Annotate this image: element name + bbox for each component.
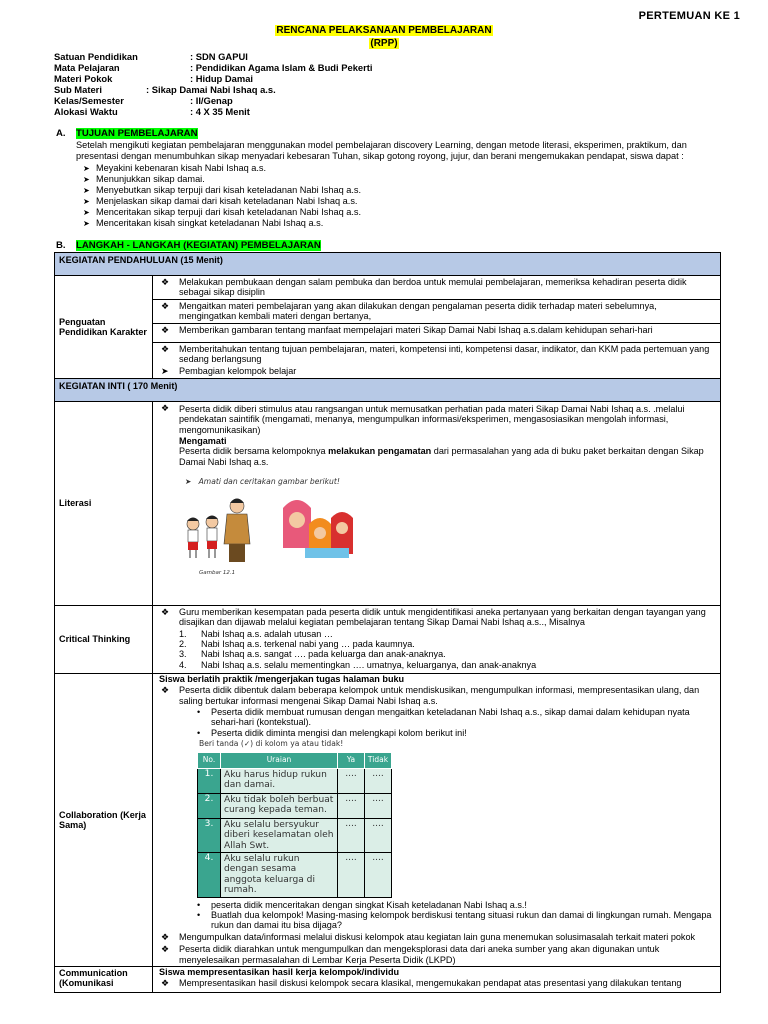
list-item: ❖ Memberitahukan tentang tujuan pembelajaran, materi, kompetensi inti, kompetensi dasar, indikator, dan KKM pada pertemuan yang sedang berlangsung (153, 342, 720, 366)
communication-heading: Siswa mempresentasikan hasil kerja kelompok/individu (159, 966, 400, 977)
figure-caption: ➤ Amati dan ceritakan gambar berikut! (185, 477, 340, 487)
mengamati-title: Mengamati (179, 436, 227, 447)
row-text: Aku selalu bersyukur diberi keselamatan oleh Allah Swt. (221, 818, 338, 852)
critical-label: Critical Thinking (55, 605, 153, 673)
list-item: ❖ Guru memberikan kesempatan pada peserta didik untuk mengidentifikasi aneka pertanyaan yang berkaitan dengan tayangan yang disajikan dan dijawab melalui kegiatan pembelajaran tentang Sikap Damai Nabi Ishaq a.s.., Misalnya (161, 606, 706, 628)
identity-row-subject (54, 62, 373, 73)
identity-value: : Hidup Damai (190, 73, 254, 84)
document-subtitle-text: (RPP) (370, 38, 398, 49)
pendahuluan-items (153, 276, 721, 379)
identity-row-school (54, 51, 248, 62)
list-item: ❖ Peserta didik diarahkan untuk mengumpulkan dan mengeksplorasi data dari aneka sumber yang akan digunakan untuk menyelesaikan permasalahan di Lembar Kerja Peserta Didik (LKPD) (161, 944, 660, 965)
column-header: Uraian (221, 752, 338, 768)
literasi-label: Literasi (55, 401, 153, 605)
document-subtitle (0, 38, 768, 49)
goal-item: ➤ Menunjukkan sikap damai. (83, 174, 205, 184)
table-row (198, 852, 392, 897)
table-row (198, 768, 392, 793)
mengamati-text: Peserta didik bersama kelompoknya melakukan pengamatan dari permasalahan yang ada di buku paket berkaitan dengan Sikap Damai Nabi Ishaq a.s. (179, 446, 704, 467)
table-row (198, 818, 392, 852)
question-item: 1. Nabi Ishaq a.s. adalah utusan … (179, 628, 333, 639)
list-item: ❖ Mempresentasikan hasil diskusi kelompok secara klasikal, mengemukakan pendapat atas presentasi yang dilakukan tentang (161, 978, 682, 989)
row-text: Aku selalu rukun dengan sesama anggota keluarga di rumah. (221, 852, 338, 897)
identity-value: : 4 X 35 Menit (190, 106, 250, 117)
identity-row-subtopic (54, 84, 276, 95)
communication-content (153, 966, 721, 992)
yes-no-table (197, 752, 392, 898)
identity-value: : SDN GAPUI (190, 51, 248, 62)
dot-item: • Buatlah dua kelompok! Masing-masing kelompok berdiskusi tentang situasi rukun dan damai di lingkungan rumah. Mengapa rukun dan damai itu bisa dijaga? (197, 909, 712, 931)
list-item: ❖ Memberikan gambaran tentang manfaat mempelajari materi Sikap Damai Nabi Ishaq a.s.dalam kehidupan sehari-hari (153, 323, 720, 339)
list-item: ❖ Peserta didik diberi stimulus atau rangsangan untuk memusatkan perhatian pada materi Sikap Damai Nabi Ishaq a.s. .melalui pendekatan saintifik (mengamati, menanya, mengumpulkan informasi/eksperimen, mengasosiasikan mengolah informasi, mengomunikasikan) (161, 402, 685, 435)
table-caption: Beri tanda (✓) di kolom ya atau tidak! (199, 739, 344, 749)
list-item: ❖ Peserta didik dibentuk dalam beberapa kelompok untuk mendiskusikan, mengumpulkan informasi, mempresentasikan ulang, dan saling bertukar informasi mengenai Sikap Damai Nabi Ishaq a.s. (161, 685, 700, 706)
identity-key: Materi Pokok (54, 73, 113, 84)
collaboration-heading: Siswa berlatih praktik /mengerjakan tugas halaman buku (159, 673, 405, 684)
critical-content (153, 605, 721, 673)
yes-cell[interactable]: .... (338, 768, 365, 793)
section-a-intro: Setelah mengikuti kegiatan pembelajaran menggunakan model pembelajaran discovery Learning, dengan metode literasi, eksperimen, praktikum, dan presentasi dengan menumbuhkan sikap menyadari kebesaran Tuhan, sikap gotong royong, jujur, dan berani mengemukakan pendapat, siswa dapat : (76, 140, 687, 161)
pendahuluan-header: KEGIATAN PENDAHULUAN (15 Menit) (55, 253, 721, 276)
figure-label: Gambar 12.1 (199, 569, 236, 576)
no-cell[interactable]: .... (365, 818, 392, 852)
section-number: A. (56, 128, 66, 139)
identity-value: : II/Genap (190, 95, 233, 106)
question-item: 3. Nabi Ishaq a.s. sangat …. pada keluarga dan anak-anaknya. (179, 649, 446, 660)
row-number: 3. (198, 818, 221, 852)
list-item: ❖ Mengaitkan materi pembelajaran yang akan dilakukan dengan pengalaman peserta didik terhadap materi sebelumnya, mengingatkan kembali materi dengan bertanya, (153, 299, 720, 323)
section-a-heading (56, 128, 198, 139)
no-cell[interactable]: .... (365, 852, 392, 897)
row-number: 4. (198, 852, 221, 897)
dot-item: • Peserta didik diminta mengisi dan melengkapi kolom berikut ini! (197, 727, 467, 738)
yes-cell[interactable]: .... (338, 793, 365, 818)
communication-label: Communication (Komunikasi (55, 966, 153, 992)
section-title: LANGKAH - LANGKAH (KEGIATAN) PEMBELAJARAN (76, 240, 321, 251)
list-item: ❖ Melakukan pembukaan dengan salam pembuka dan berdoa untuk memulai pembelajaran, memeriksa kehadiran peserta didik sebagai sikap disiplin (161, 277, 687, 298)
row-text: Aku tidak boleh berbuat curang kepada teman. (221, 793, 338, 818)
identity-value: : Sikap Damai Nabi Ishaq a.s. (146, 84, 276, 95)
document-title (0, 25, 768, 36)
row-number: 2. (198, 793, 221, 818)
identity-key: Alokasi Waktu (54, 106, 118, 117)
pendahuluan-label: Penguatan Pendidikan Karakter (55, 276, 153, 379)
list-item: ➤ Pembagian kelompok belajar (161, 366, 297, 377)
section-number: B. (56, 240, 66, 251)
section-b-heading (56, 240, 321, 251)
goal-item: ➤ Meyakini kebenaran kisah Nabi Ishaq a.s. (83, 163, 267, 173)
literasi-content (153, 401, 721, 605)
list-item: ❖ Mengumpulkan data/informasi melalui diskusi kelompok atau kegiatan lain guna menemukan solusimasalah terkait materi pokok (161, 931, 696, 942)
goal-item: ➤ Menjelaskan sikap damai dari kisah keteladanan Nabi Ishaq a.s. (83, 196, 358, 206)
document-title-text: RENCANA PELAKSANAAN PEMBELAJARAN (276, 25, 492, 36)
goal-item: ➤ Menyebutkan sikap terpuji dari kisah keteladanan Nabi Ishaq a.s. (83, 185, 362, 195)
identity-row-class (54, 95, 233, 106)
identity-key: Kelas/Semester (54, 95, 124, 106)
question-item: 2. Nabi Ishaq a.s. terkenal nabi yang … pada kaumnya. (179, 639, 415, 650)
no-cell[interactable]: .... (365, 793, 392, 818)
table-row (198, 793, 392, 818)
row-number: 1. (198, 768, 221, 793)
row-text: Aku harus hidup rukun dan damai. (221, 768, 338, 793)
yes-cell[interactable]: .... (338, 818, 365, 852)
inti-header: KEGIATAN INTI ( 170 Menit) (55, 378, 721, 401)
figure-illustration (179, 488, 720, 588)
question-item: 4. Nabi Ishaq a.s. selalu mementingkan …. umatnya, keluarganya, dan anak-anaknya (179, 659, 537, 670)
dot-item: • peserta didik menceritakan dengan singkat Kisah keteladanan Nabi Ishaq a.s.! (197, 899, 527, 910)
identity-key: Sub Materi (54, 84, 102, 95)
children-illustration (179, 488, 359, 578)
identity-row-topic (54, 73, 253, 84)
goal-item: ➤ Menceritakan sikap terpuji dari kisah keteladanan Nabi Ishaq a.s. (83, 207, 362, 217)
column-header: No. (198, 752, 221, 768)
learning-steps-table (54, 252, 721, 993)
no-cell[interactable]: .... (365, 768, 392, 793)
yes-cell[interactable]: .... (338, 852, 365, 897)
identity-value: : Pendidikan Agama Islam & Budi Pekerti (190, 62, 373, 73)
section-title: TUJUAN PEMBELAJARAN (76, 128, 198, 139)
identity-key: Mata Pelajaran (54, 62, 120, 73)
column-header: Ya (338, 752, 365, 768)
dot-item: • Peserta didik membuat rumusan dengan mengaitkan keteladanan Nabi Ishaq a.s., sikap damai dalam kehidupan nyata sehari-hari (kontekstual). (197, 707, 690, 728)
goals-list (83, 163, 696, 229)
column-header: Tidak (365, 752, 392, 768)
collaboration-content (153, 673, 721, 966)
identity-key: Satuan Pendidikan (54, 51, 138, 62)
meeting-label: PERTEMUAN KE 1 (638, 10, 740, 22)
collaboration-label: Collaboration (Kerja Sama) (55, 673, 153, 966)
goal-item: ➤ Menceritakan kisah singkat keteladanan Nabi Ishaq a.s. (83, 218, 324, 228)
identity-row-time (54, 106, 250, 117)
